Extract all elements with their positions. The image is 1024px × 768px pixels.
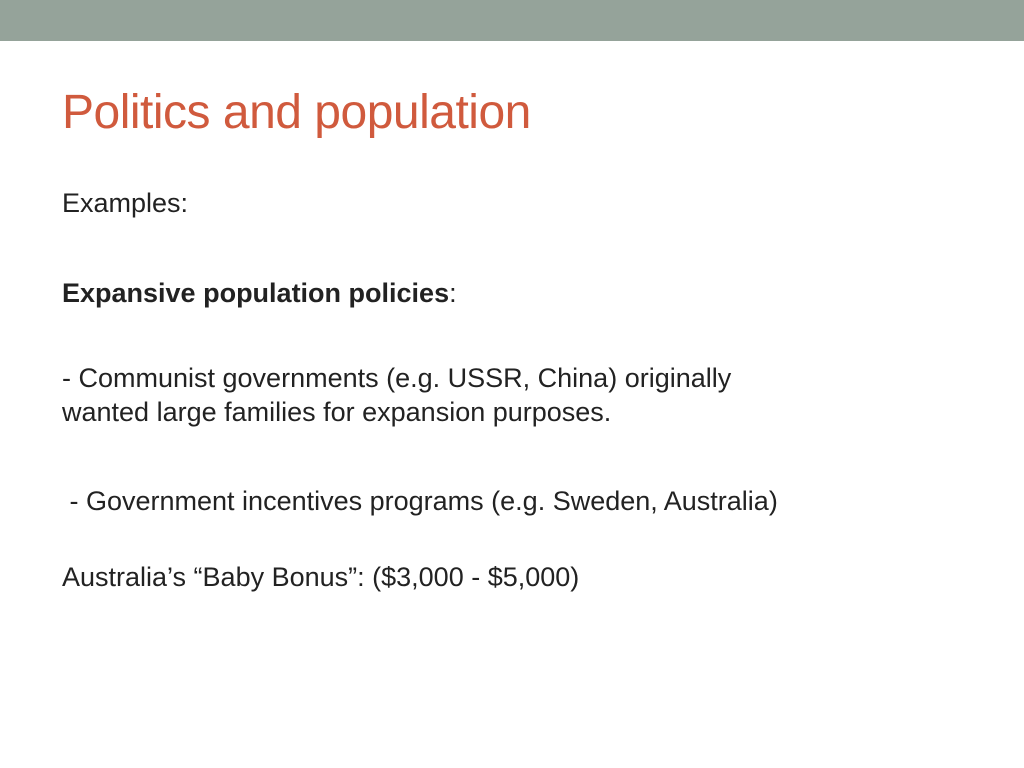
policies-heading-colon: : [449,278,457,308]
government-incentives-item: - Government incentives programs (e.g. Sweden, Australia) [62,486,778,516]
communist-line-1: - Communist governments (e.g. USSR, China) originally [62,363,732,393]
policies-heading [62,276,457,310]
policies-heading-bold: Expansive population policies [62,278,450,308]
communist-governments-item [62,361,731,429]
examples-label: Examples: [62,188,189,218]
baby-bonus-item: Australia’s “Baby Bonus”: ($3,000 - $5,000) [62,562,580,592]
slide-title: Politics and population [62,86,531,139]
top-accent-bar [0,0,1024,41]
communist-line-2: wanted large families for expansion purposes. [62,397,612,427]
